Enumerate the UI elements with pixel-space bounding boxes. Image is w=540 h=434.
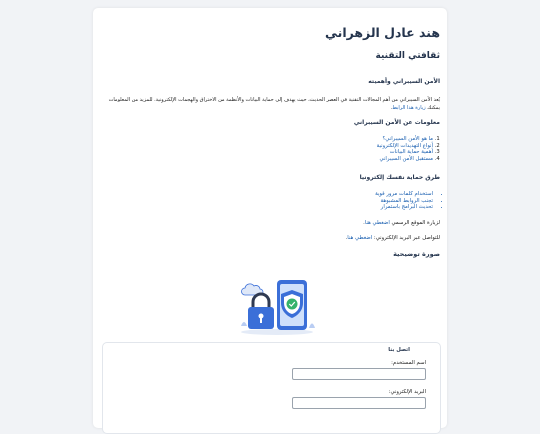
- protect-heading: طرق حماية نفسك إلكترونيا: [359, 174, 440, 181]
- contact-form-title: اتصل بنا: [388, 347, 410, 353]
- email-input[interactable]: [292, 397, 426, 409]
- list-item: [377, 156, 433, 163]
- visit-text: لزيارة الموقع الرسمي: [389, 220, 440, 226]
- list-item: [377, 149, 433, 156]
- info-link-4[interactable]: مستقبل الأمن السيبراني: [379, 155, 433, 162]
- importance-paragraph: يُعد الأمن السيبراني من أهم المجالات التقنية في العصر الحديث، حيث يهدف إلى حماية البيانات والأنظمة من الاختراق والهجمات الإلكترونية. للمزيد من المعلومات يمكنك زيارة هذا الرابط.: [108, 97, 440, 111]
- email-text: للتواصل عبر البريد الإلكتروني:: [372, 235, 440, 241]
- info-heading: معلومات عن الأمن السيبراني: [353, 119, 440, 126]
- cybersecurity-illustration: [233, 274, 318, 338]
- email-link[interactable]: اضغطي هنا: [347, 235, 373, 241]
- info-link-2[interactable]: أنواع التهديدات الإلكترونية: [376, 142, 433, 149]
- lock-icon: [248, 294, 274, 329]
- info-link-3[interactable]: أهمية حماية البيانات: [389, 149, 433, 156]
- importance-heading: الأمن السيبراني وأهميته: [368, 78, 440, 85]
- importance-text: يُعد الأمن السيبراني من أهم المجالات التقنية في العصر الحديث، حيث يهدف إلى حماية البيانات والأنظمة من الاختراق والهجمات الإلكترونية. للمزيد من المعلومات يمكنك: [108, 97, 440, 111]
- email-label: البريد الإلكتروني:: [388, 389, 426, 395]
- list-item: [377, 136, 433, 143]
- username-input[interactable]: [292, 368, 426, 380]
- content-card: [93, 8, 447, 428]
- list-item: • تجنب الروابط المشبوهة: [375, 198, 433, 205]
- visit-line: لزيارة الموقع الرسمي اضغطي هنا.: [363, 220, 440, 226]
- page-subtitle: ثقافتي التقنية: [375, 51, 440, 61]
- page-title: هند عادل الزهراني: [324, 25, 440, 40]
- protect-tips-list: [375, 191, 440, 211]
- list-item: • تحديث البرامج باستمرار: [375, 204, 433, 211]
- info-link-1[interactable]: ما هو الأمن السيبراني؟: [382, 136, 433, 142]
- more-info-link[interactable]: زيارة هذا الرابط: [392, 105, 426, 111]
- list-item: • استخدام كلمات مرور قوية: [375, 191, 433, 198]
- visit-link[interactable]: اضغطي هنا: [364, 220, 390, 226]
- image-heading: صورة توضيحية: [393, 250, 440, 258]
- email-line: للتواصل عبر البريد الإلكتروني: اضغطي هنا.: [345, 235, 440, 241]
- username-label: اسم المستخدم:: [391, 360, 426, 366]
- contact-form: [102, 342, 441, 434]
- info-link-list: [377, 136, 440, 162]
